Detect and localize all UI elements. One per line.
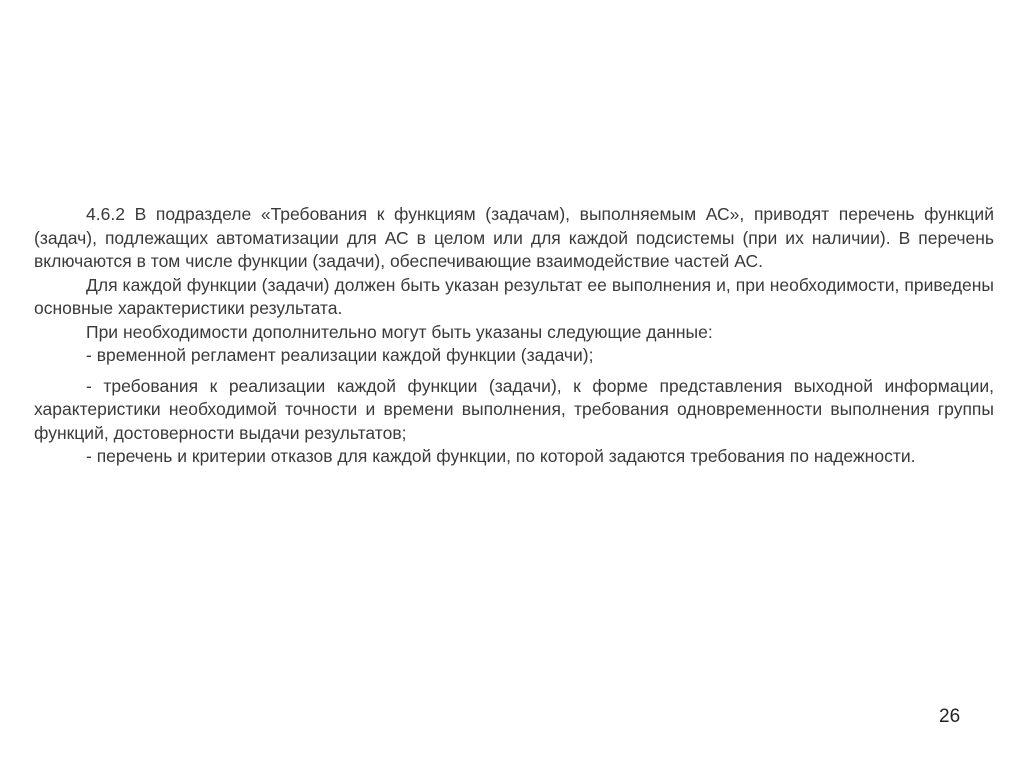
list-item-failure-criteria: - перечень и критерии отказов для каждой функции, по которой задаются требования по надежности. — [86, 446, 916, 466]
document-text — [34, 203, 994, 469]
list-item-time-schedule: - временной регламент реализации каждой функции (задачи); — [86, 345, 594, 365]
page-number: 26 — [939, 706, 961, 727]
paragraph-4-6-2: 4.6.2 В подразделе «Требования к функциям (задачам), выполняемым АС», приводят перечень функций (задач), подлежащих автоматизации для АС в целом или для каждой подсистемы (при их наличии). В перечень включаются в том числе функции (задачи), обеспечивающие взаимодействие частей АС. — [34, 204, 994, 271]
paragraph-results: Для каждой функции (задачи) должен быть указан результат ее выполнения и, при необходимости, приведены основные характеристики результата. — [34, 274, 994, 318]
list-item-implementation-requirements: - требования к реализации каждой функции (задачи), к форме представления выходной информации, характеристики необходимой точности и времени выполнения, требования одновременности выполнения группы функций, достоверности выдачи результатов; — [34, 375, 994, 443]
paragraph-additional-data: При необходимости дополнительно могут быть указаны следующие данные: — [86, 321, 713, 342]
